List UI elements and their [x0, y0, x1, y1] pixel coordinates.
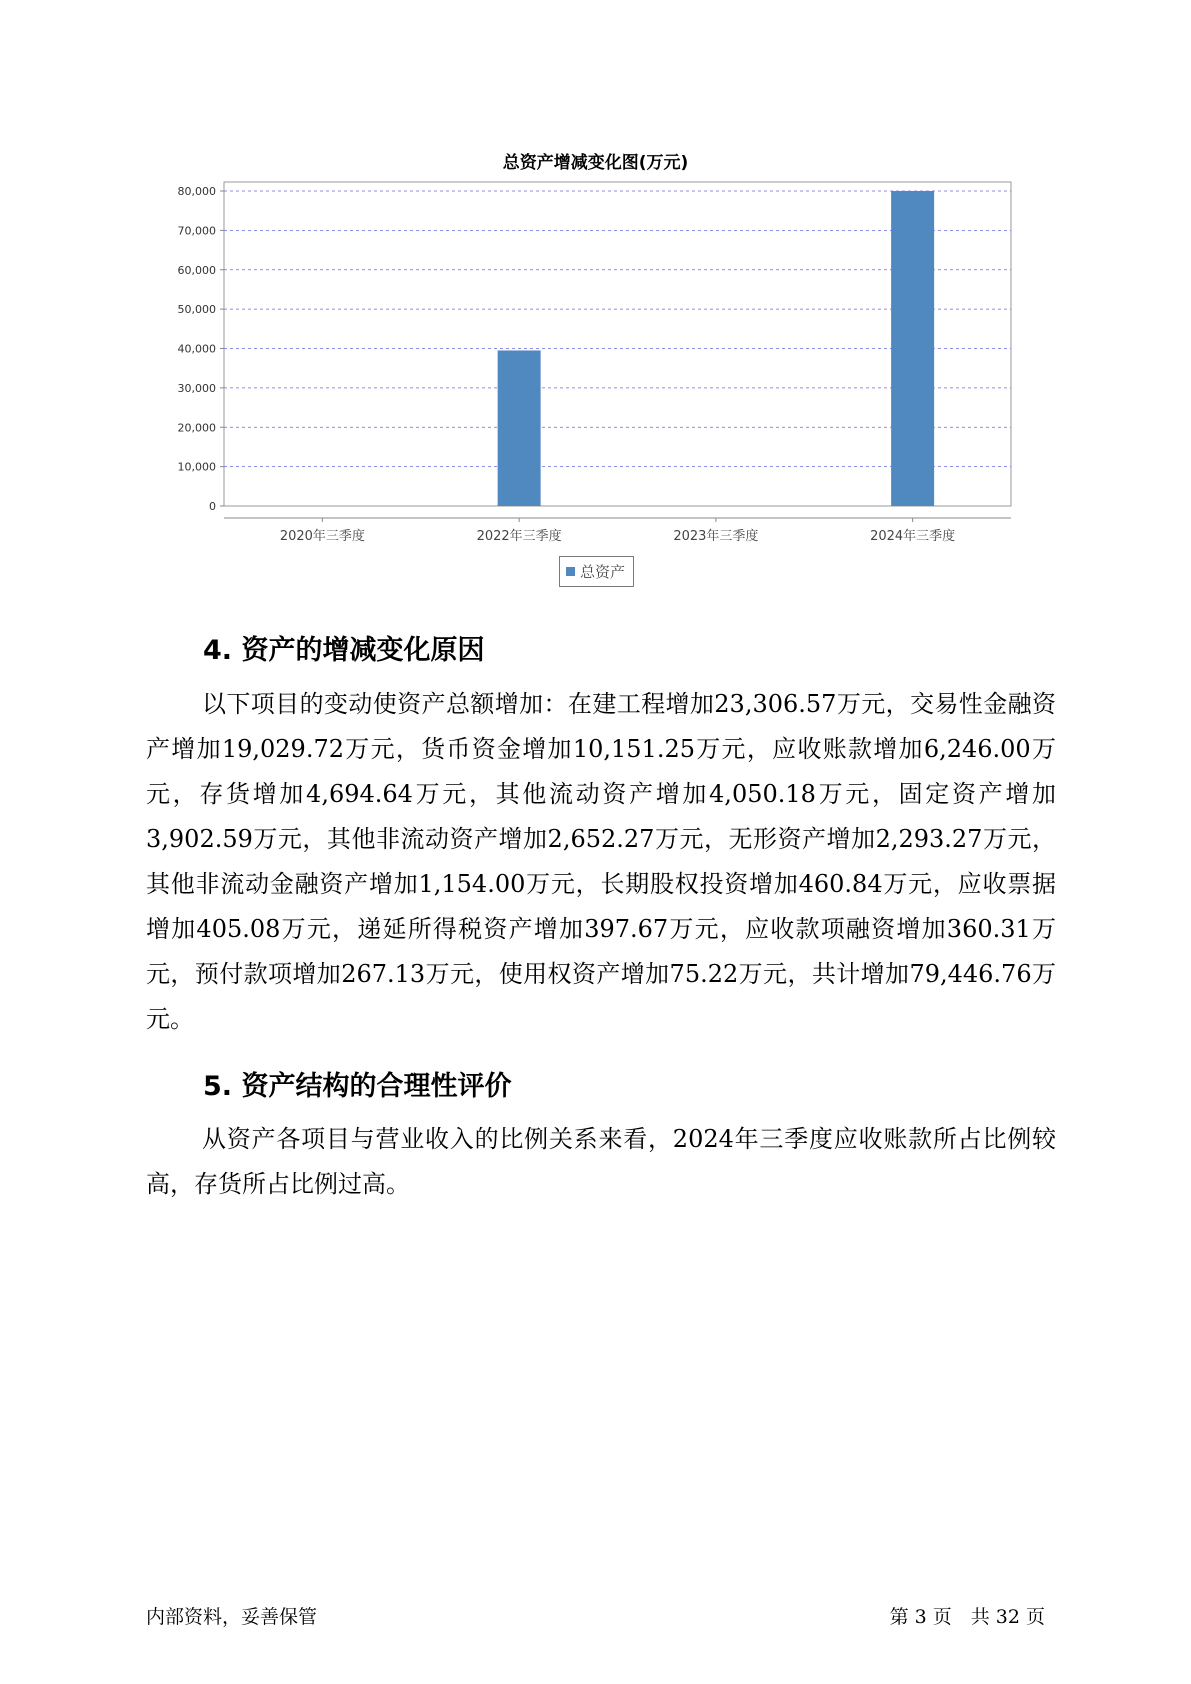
legend-label: 总资产 [580, 563, 626, 581]
legend-swatch [566, 567, 575, 576]
y-tick-label: 10,000 [177, 460, 216, 474]
x-tick-label: 2023年三季度 [673, 529, 759, 544]
footer-page-number: 第 3 页 共 32 页 [889, 1606, 1045, 1628]
y-tick-label: 40,000 [177, 342, 216, 356]
y-tick-label: 0 [209, 500, 216, 513]
x-tick-label: 2024年三季度 [870, 529, 956, 544]
chart-title: 总资产增减变化图(万元) [502, 153, 689, 173]
section-4-paragraph: 以下项目的变动使资产总额增加：在建工程增加23,306.57万元，交易性金融资产增加19,029.72万元，货币资金增加10,151.25万元，应收账款增加6,246.00万元，存货增加4,694.64万元，其他流动资产增加4,050.18万元，固定资产增加3,902.59万元，其他非流动资产增加2,652.27万元，无形资产增加2,293.27万元，其他非流动金融资产增加1,154.00万元，长期股权投资增加460.84万元，应收票据增加405.08万元，递延所得税资产增加397.67万元，应收款项融资增加360.31万元，预付款项增加267.13万元，使用权资产增加75.22万元，共计增加79,446.76万元。 [146, 690, 1056, 1033]
chart-legend [559, 556, 634, 587]
bar [498, 350, 541, 506]
section-4-heading: 4. 资产的增减变化原因 [203, 635, 485, 666]
bar [891, 191, 934, 506]
y-tick-label: 50,000 [177, 303, 216, 317]
bar-chart [0, 0, 1191, 560]
y-tick-label: 20,000 [177, 421, 216, 435]
y-tick-label: 70,000 [177, 224, 216, 238]
section-5-paragraph: 从资产各项目与营业收入的比例关系来看，2024年三季度应收账款所占比例较高，存货所占比例过高。 [146, 1125, 1056, 1198]
y-tick-label: 80,000 [177, 185, 216, 198]
x-tick-label: 2020年三季度 [279, 529, 365, 544]
footer-confidential-note: 内部资料，妥善保管 [146, 1606, 318, 1628]
x-tick-label: 2022年三季度 [476, 529, 562, 544]
y-tick-label: 30,000 [177, 381, 216, 395]
y-tick-label: 60,000 [177, 263, 216, 277]
section-5-heading: 5. 资产结构的合理性评价 [203, 1071, 512, 1102]
